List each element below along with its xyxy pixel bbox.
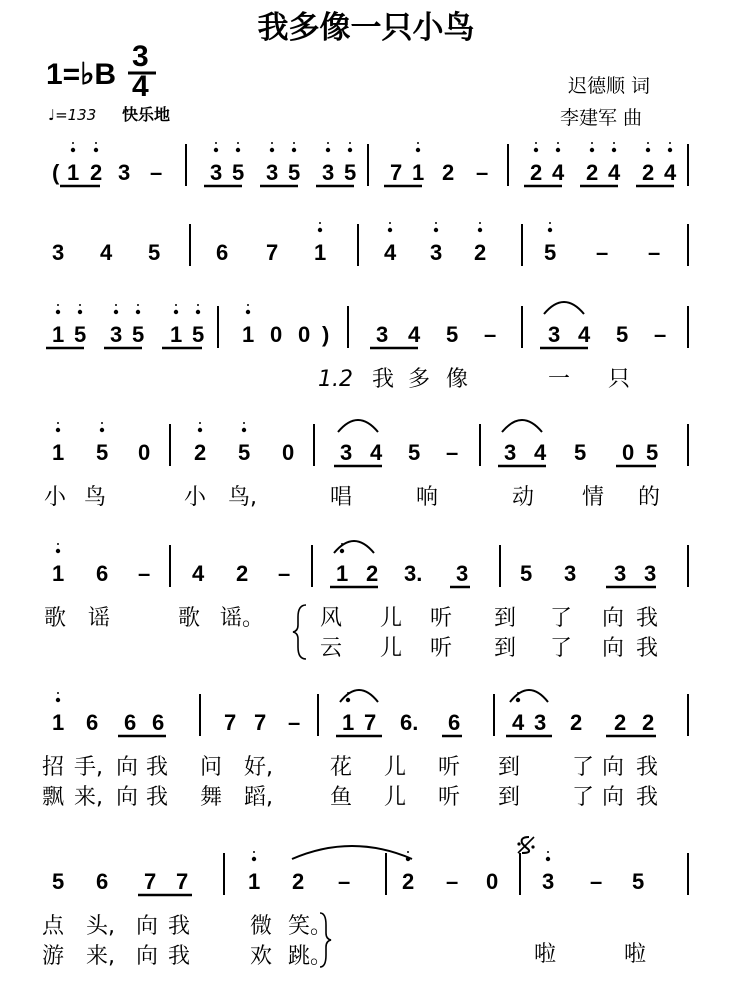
note: 5 xyxy=(574,440,587,465)
octave-dot xyxy=(56,428,60,432)
note: ) xyxy=(322,322,330,347)
octave-dot xyxy=(326,148,330,152)
octave-dot xyxy=(114,310,118,314)
note: – xyxy=(138,561,151,586)
note: 5 xyxy=(344,160,357,185)
lyric-verse2: 鱼 xyxy=(330,785,353,810)
lyric: 儿 xyxy=(380,606,403,631)
note: 5 xyxy=(520,561,533,586)
lyric: 我 xyxy=(168,914,191,939)
octave-dot xyxy=(478,228,482,232)
note: 3 xyxy=(266,160,279,185)
lyric: 笑。 xyxy=(288,914,333,939)
note: 2 xyxy=(570,710,583,735)
note: – xyxy=(654,322,667,347)
lyric: 的 xyxy=(638,485,661,510)
lyric: 唱 xyxy=(330,485,353,510)
lyric: 了 xyxy=(550,606,573,631)
note: 2 xyxy=(586,160,599,185)
note: 2 xyxy=(90,160,103,185)
octave-dot xyxy=(612,148,616,152)
key-signature: 1=♭B xyxy=(46,58,117,91)
note: 2 xyxy=(530,160,543,185)
note: 2 xyxy=(194,440,207,465)
note: 0 xyxy=(298,322,311,347)
note: 3 xyxy=(376,322,389,347)
staff-row xyxy=(42,690,688,810)
note: 7 xyxy=(266,240,279,265)
note: 7 xyxy=(176,869,189,894)
lyric-verse2: 我 xyxy=(146,785,169,810)
note: 6. xyxy=(400,710,419,735)
lyric: 风 xyxy=(320,606,343,631)
note: – xyxy=(446,869,459,894)
lyric: 到 xyxy=(494,606,517,631)
lyric-verse2: 欢 xyxy=(250,944,273,969)
note: 4 xyxy=(512,710,525,735)
octave-dot xyxy=(318,228,322,232)
lyric: 啦 xyxy=(624,942,647,967)
octave-dot xyxy=(292,148,296,152)
note: 1 xyxy=(314,240,327,265)
slur xyxy=(510,690,548,702)
note: 3. xyxy=(404,561,423,586)
note: 2 xyxy=(402,869,415,894)
note: 3 xyxy=(322,160,335,185)
note: 3 xyxy=(52,240,65,265)
note: 0 xyxy=(486,869,499,894)
octave-dot xyxy=(71,148,75,152)
note: 1 xyxy=(52,710,65,735)
note: 3 xyxy=(504,440,517,465)
lyric: 谣。 xyxy=(220,606,265,631)
note: 4 xyxy=(578,322,591,347)
lyric: 只 xyxy=(608,367,631,392)
note: 4 xyxy=(192,561,205,586)
note: 6 xyxy=(152,710,165,735)
segno-dot xyxy=(517,842,520,845)
note: 3 xyxy=(118,160,131,185)
octave-dot xyxy=(236,148,240,152)
octave-dot xyxy=(340,549,344,553)
segno-slash xyxy=(518,837,534,853)
lyric: 手, xyxy=(74,755,103,780)
octave-dot xyxy=(56,310,60,314)
lyric: 情 xyxy=(582,485,605,510)
lyric: 小 xyxy=(184,485,207,510)
octave-dot xyxy=(100,428,104,432)
octave-dot xyxy=(668,148,672,152)
note: 4 xyxy=(534,440,547,465)
lyric-verse2: 到 xyxy=(494,636,517,661)
lyric-verse2: 云 xyxy=(320,636,343,661)
tempo-marking: ♩=133 xyxy=(48,106,97,124)
note: 3 xyxy=(542,869,555,894)
lyric: 我 xyxy=(372,367,395,392)
octave-dot xyxy=(196,310,200,314)
lyric-verse2: 我 xyxy=(636,636,659,661)
note: 5 xyxy=(96,440,109,465)
lyric-verse2: 儿 xyxy=(380,636,403,661)
brace-left xyxy=(293,605,306,659)
note: 3 xyxy=(456,561,469,586)
lyric: 微 xyxy=(250,914,273,939)
lyric: 我 xyxy=(146,755,169,780)
lyric: 点 xyxy=(42,914,65,939)
lyric: 向 xyxy=(136,914,159,939)
note: 7 xyxy=(254,710,267,735)
slur xyxy=(338,420,378,432)
staff-row xyxy=(42,837,688,969)
note: – xyxy=(288,710,301,735)
note: – xyxy=(590,869,603,894)
lyricist-credit: 迟德顺 词 xyxy=(568,75,651,97)
note: 5 xyxy=(148,240,161,265)
octave-dot xyxy=(136,310,140,314)
octave-dot xyxy=(516,698,520,702)
octave-dot xyxy=(388,228,392,232)
note: 1 xyxy=(242,322,255,347)
note: 1 xyxy=(336,561,349,586)
note: 1 xyxy=(412,160,425,185)
octave-dot xyxy=(546,857,550,861)
lyric-verse2: 游 xyxy=(42,944,65,969)
lyric: 小 xyxy=(44,485,67,510)
note: 3 xyxy=(340,440,353,465)
lyric: 谣 xyxy=(88,606,111,631)
octave-dot xyxy=(94,148,98,152)
note: 5 xyxy=(646,440,659,465)
note: 6 xyxy=(216,240,229,265)
lyric-verse2: 儿 xyxy=(384,785,407,810)
lyric-verse2: 来, xyxy=(86,944,115,969)
segno-dot xyxy=(531,845,534,848)
note: 7 xyxy=(144,869,157,894)
lyric-verse2: 蹈, xyxy=(244,785,273,810)
note: – xyxy=(150,160,163,185)
note: 5 xyxy=(446,322,459,347)
note: 5 xyxy=(288,160,301,185)
note: 6 xyxy=(448,710,461,735)
octave-dot xyxy=(416,148,420,152)
lyric: 响 xyxy=(416,485,439,510)
note: 5 xyxy=(52,869,65,894)
octave-dot xyxy=(174,310,178,314)
note: 4 xyxy=(552,160,565,185)
staff-row xyxy=(52,142,688,186)
lyric: 多 xyxy=(408,367,431,392)
score-header xyxy=(46,10,650,129)
lyric: 招 xyxy=(42,755,65,780)
note: 1 xyxy=(52,561,65,586)
note: 0 xyxy=(282,440,295,465)
note: 7 xyxy=(224,710,237,735)
lyric: 听 xyxy=(438,755,461,780)
note: 2 xyxy=(236,561,249,586)
note: 5 xyxy=(408,440,421,465)
lyric: 了 xyxy=(572,755,595,780)
note: – xyxy=(338,869,351,894)
note: 2 xyxy=(614,710,627,735)
lyric: 啦 xyxy=(534,942,557,967)
note: 3 xyxy=(548,322,561,347)
composer-credit: 李建军 曲 xyxy=(560,107,643,129)
note: 6 xyxy=(96,561,109,586)
octave-dot xyxy=(346,698,350,702)
note: – xyxy=(648,240,661,265)
lyric: 问 xyxy=(200,755,223,780)
lyric: 好, xyxy=(244,755,273,780)
note: 1 xyxy=(52,322,65,347)
note: 3 xyxy=(110,322,123,347)
lyric: 像 xyxy=(446,367,469,392)
note: 3 xyxy=(644,561,657,586)
octave-dot xyxy=(214,148,218,152)
lyric: 歌 xyxy=(178,606,201,631)
lyric: 我 xyxy=(636,606,659,631)
note: 2 xyxy=(474,240,487,265)
lyric-verse2: 我 xyxy=(636,785,659,810)
octave-dot xyxy=(348,148,352,152)
note: ( xyxy=(52,160,60,185)
lyric-verse2: 了 xyxy=(550,636,573,661)
note: 4 xyxy=(608,160,621,185)
note: 5 xyxy=(544,240,557,265)
note: 5 xyxy=(632,869,645,894)
note: 2 xyxy=(442,160,455,185)
octave-dot xyxy=(246,310,250,314)
lyric-verse2: 舞 xyxy=(200,785,223,810)
lyric-verse2: 了 xyxy=(572,785,595,810)
note: – xyxy=(278,561,291,586)
lyric-verse2: 向 xyxy=(116,785,139,810)
octave-dot xyxy=(590,148,594,152)
octave-dot xyxy=(198,428,202,432)
lyric: 儿 xyxy=(384,755,407,780)
note: 1 xyxy=(52,440,65,465)
lyric-verse2: 听 xyxy=(430,636,453,661)
lyric-verse2: 跳。 xyxy=(288,944,333,969)
note: 3 xyxy=(430,240,443,265)
lyric-verse2: 向 xyxy=(602,785,625,810)
note: 5 xyxy=(238,440,251,465)
note: – xyxy=(596,240,609,265)
note: 4 xyxy=(384,240,397,265)
note: 1 xyxy=(67,160,80,185)
octave-dot xyxy=(556,148,560,152)
note: 1 xyxy=(170,322,183,347)
note: 5 xyxy=(232,160,245,185)
staff-row xyxy=(52,222,688,266)
lyric-verse2: 向 xyxy=(602,636,625,661)
note: 4 xyxy=(664,160,677,185)
slur xyxy=(340,690,378,702)
lyric: 向 xyxy=(116,755,139,780)
note: – xyxy=(446,440,459,465)
octave-dot xyxy=(78,310,82,314)
time-signature-top: 3 xyxy=(132,40,149,73)
octave-dot xyxy=(56,698,60,702)
lyric: 听 xyxy=(430,606,453,631)
lyric: 头, xyxy=(86,914,115,939)
note: – xyxy=(476,160,489,185)
staff-row xyxy=(44,420,688,510)
note: 2 xyxy=(642,710,655,735)
note: 3 xyxy=(564,561,577,586)
note: 3 xyxy=(614,561,627,586)
lyric: 向 xyxy=(602,755,625,780)
octave-dot xyxy=(548,228,552,232)
note: 2 xyxy=(366,561,379,586)
lyric: 动 xyxy=(512,485,535,510)
lyric: 歌 xyxy=(44,606,67,631)
notation-rows xyxy=(42,142,688,969)
note: 6 xyxy=(96,869,109,894)
note: 0 xyxy=(270,322,283,347)
staff-row xyxy=(44,541,688,661)
lyric-verse2: 听 xyxy=(438,785,461,810)
note: 7 xyxy=(390,160,403,185)
note: 7 xyxy=(364,710,377,735)
note: 4 xyxy=(100,240,113,265)
note: 5 xyxy=(74,322,87,347)
note: 4 xyxy=(370,440,383,465)
octave-dot xyxy=(646,148,650,152)
note: 2 xyxy=(292,869,305,894)
note: 5 xyxy=(192,322,205,347)
song-title: 我多像一只小鸟 xyxy=(257,10,475,46)
note: 2 xyxy=(642,160,655,185)
note: 3 xyxy=(534,710,547,735)
lyric: 鸟, xyxy=(228,485,257,510)
octave-dot xyxy=(56,549,60,553)
note: 0 xyxy=(138,440,151,465)
tie xyxy=(292,846,412,859)
octave-dot xyxy=(252,857,256,861)
lyric: 花 xyxy=(330,755,353,780)
note: 6 xyxy=(124,710,137,735)
note: 5 xyxy=(616,322,629,347)
octave-dot xyxy=(434,228,438,232)
lyric-verse2: 来, xyxy=(74,785,103,810)
note: 5 xyxy=(132,322,145,347)
lyric: 一 xyxy=(548,367,571,392)
note: 3 xyxy=(210,160,223,185)
note: 0 xyxy=(622,440,635,465)
note: – xyxy=(484,322,497,347)
lyric: 我 xyxy=(636,755,659,780)
lyric: 鸟 xyxy=(84,485,107,510)
lyric-verse2: 我 xyxy=(168,944,191,969)
lyric: 到 xyxy=(498,755,521,780)
staff-row xyxy=(46,302,688,392)
note: 6 xyxy=(86,710,99,735)
slur xyxy=(502,420,542,432)
time-signature-bottom: 4 xyxy=(132,70,149,103)
note: 4 xyxy=(408,322,421,347)
lyric: 向 xyxy=(602,606,625,631)
lyric-verse2: 向 xyxy=(136,944,159,969)
lyric-verse2: 到 xyxy=(498,785,521,810)
slur xyxy=(544,302,584,314)
mood-marking: 快乐地 xyxy=(122,105,171,124)
lyric: 1.2 xyxy=(318,367,353,392)
note: 1 xyxy=(248,869,261,894)
note: 1 xyxy=(342,710,355,735)
lyric-verse2: 飘 xyxy=(42,785,65,810)
octave-dot xyxy=(534,148,538,152)
octave-dot xyxy=(242,428,246,432)
octave-dot xyxy=(270,148,274,152)
